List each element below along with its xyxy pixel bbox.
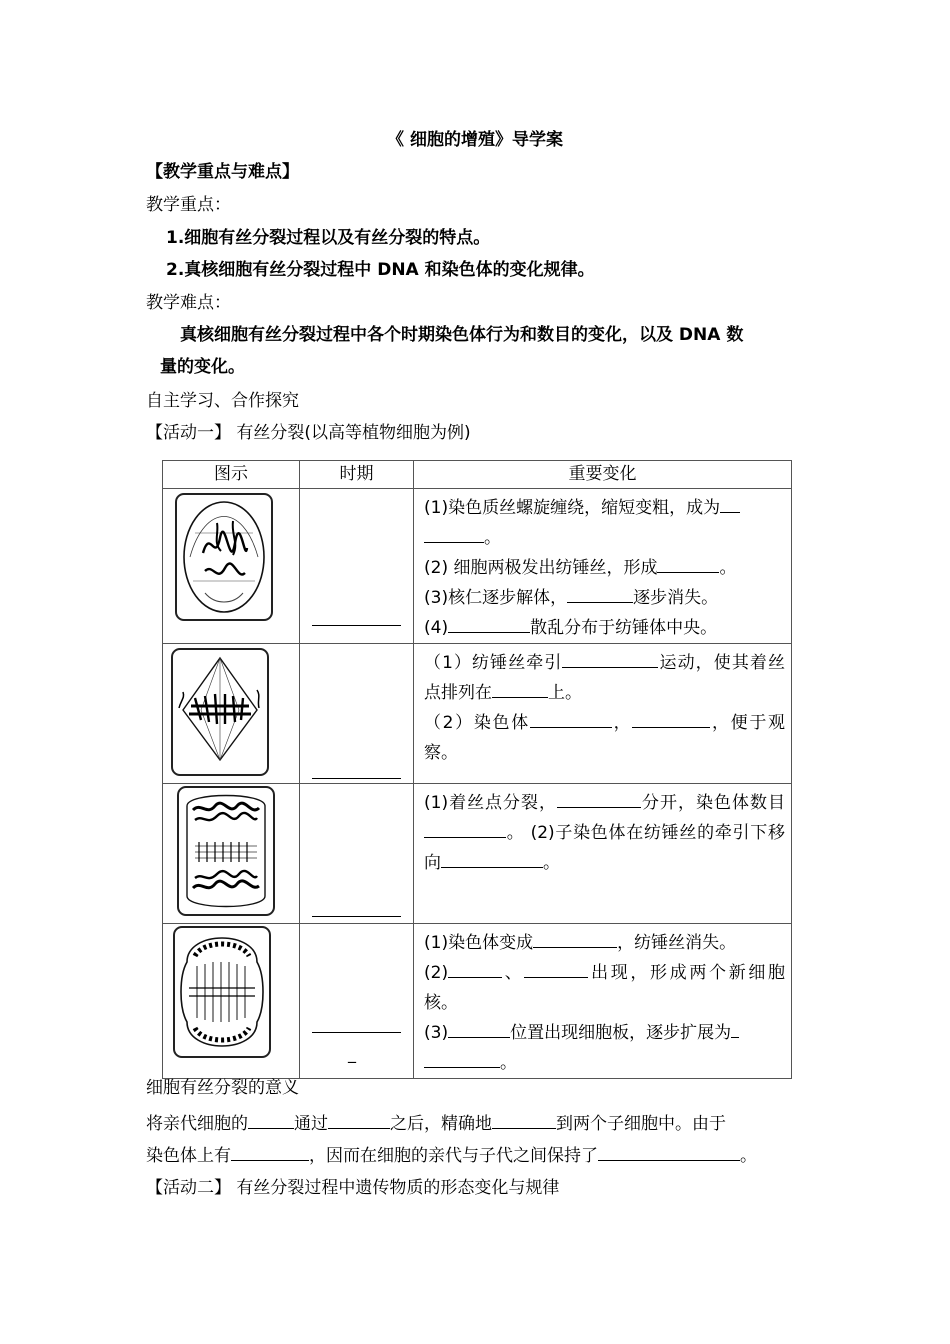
answer-blank[interactable] [557,789,641,808]
answer-blank[interactable] [533,929,617,948]
answer-blank[interactable] [530,709,612,728]
significance-line-1: 将亲代细胞的 通过 之后，精确地 到两个子细胞中。由于 [146,1110,726,1136]
table-row [163,489,792,644]
answer-blank[interactable] [492,679,548,698]
period-cell [300,924,414,1079]
answer-blank[interactable] [424,1049,500,1068]
answer-blank[interactable] [248,1110,294,1129]
answer-blank[interactable] [424,524,484,543]
changes-cell: (1)染色质丝螺旋缠绕，缩短变粗，成为 。 (2) 细胞两极发出纺锤丝，形成 。 (3)核仁逐步解体， 逐步消失。 (4) 散乱分布于纺锤体中央。 [414,489,792,644]
answer-blank[interactable] [448,614,530,633]
section-heading: 【教学重点与难点】 [146,162,299,182]
prophase-cell-diagram [175,493,273,621]
period-blank[interactable] [312,1032,401,1033]
key-point-1: 1.细胞有丝分裂过程以及有丝分裂的特点。 [166,228,491,248]
telophase-cell-diagram [173,926,271,1058]
period-cell [300,489,414,644]
answer-blank[interactable] [231,1142,309,1161]
metaphase-cell-diagram [171,648,269,776]
answer-blank[interactable] [524,959,588,978]
period-cell [300,644,414,784]
key-point-2: 2.真核细胞有丝分裂过程中 DNA 和染色体的变化规律。 [166,260,595,280]
difficulty-line-2: 量的变化。 [160,357,245,377]
significance-heading: 细胞有丝分裂的意义 [146,1078,299,1098]
header-period: 时期 [300,461,414,489]
diagram-cell [163,924,300,1079]
header-diagram: 图示 [163,461,300,489]
difficulty-line-1: 真核细胞有丝分裂过程中各个时期染色体行为和数目的变化，以及 DNA 数 [180,325,744,345]
table-row [163,644,792,784]
activity-one-heading: 【活动一】 有丝分裂(以高等植物细胞为例) [146,423,471,443]
header-changes: 重要变化 [414,461,792,489]
answer-blank[interactable] [328,1110,390,1129]
answer-blank[interactable] [720,494,740,513]
period-blank[interactable] [312,778,401,779]
table-row [163,784,792,924]
period-underscore: _ [348,1044,356,1063]
answer-blank[interactable] [441,849,543,868]
answer-blank[interactable] [562,649,658,668]
answer-blank[interactable] [657,554,719,573]
key-points-label: 教学重点： [146,195,231,215]
answer-blank[interactable] [448,1019,510,1038]
anaphase-cell-diagram [177,786,275,916]
self-study-heading: 自主学习、合作探究 [146,391,299,411]
diagram-cell [163,784,300,924]
period-blank[interactable] [312,916,401,917]
answer-blank[interactable] [424,819,506,838]
answer-blank[interactable] [632,709,710,728]
changes-cell: (1)着丝点分裂， 分开，染色体数目。 (2)子染色体在纺锤丝的牵引下移向 。 [414,784,792,924]
period-cell [300,784,414,924]
diagram-cell [163,489,300,644]
answer-blank[interactable] [567,584,633,603]
significance-line-2: 染色体上有 ，因而在细胞的亲代与子代之间保持了 。 [146,1142,757,1168]
activity-two-heading: 【活动二】 有丝分裂过程中遗传物质的形态变化与规律 [146,1178,560,1198]
answer-blank[interactable] [492,1110,556,1129]
period-blank[interactable] [312,625,401,626]
answer-blank[interactable] [731,1019,739,1038]
answer-blank[interactable] [598,1142,740,1161]
table-row [163,924,792,1079]
difficulty-label: 教学难点： [146,293,231,313]
changes-cell: （1）纺锤丝牵引 运动，使其着丝点排列在 上。 （2）染色体 ， ，便于观察。 [414,644,792,784]
mitosis-table [162,460,792,1079]
answer-blank[interactable] [448,959,502,978]
diagram-cell [163,644,300,784]
table-header-row [163,461,792,489]
changes-cell: (1)染色体变成 ，纺锤丝消失。 (2) 、 出现，形成两个新细胞核。 (3) 位置出现细胞板，逐步扩展为 。 [414,924,792,1079]
page-title: 《 细胞的增殖》导学案 [387,130,563,150]
